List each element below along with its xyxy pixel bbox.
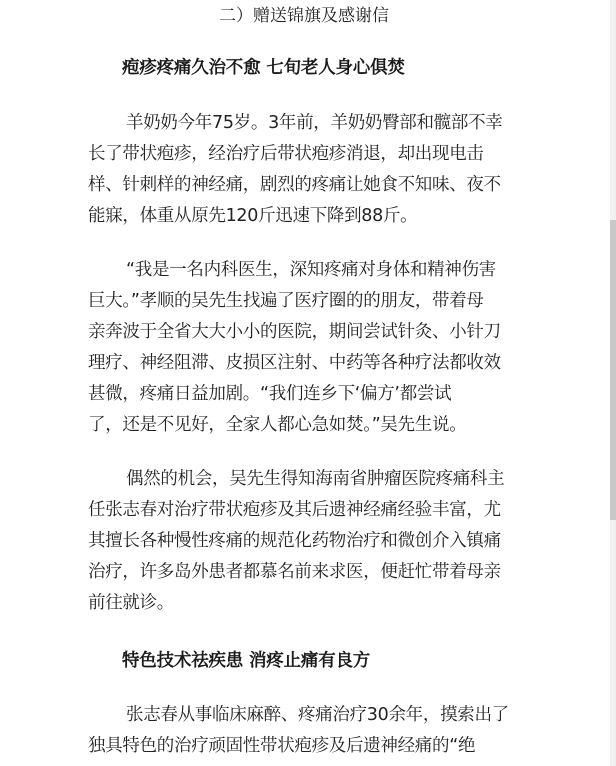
article-heading-1: 疱疹疼痛久治不愈 七旬老人身心俱焚 [122,58,405,78]
paragraph-line: 前往就诊。 [88,593,174,613]
paragraph-line: 甚微，疼痛日益加剧。“我们连乡下‘偏方’都尝试 [88,384,452,404]
section-title: 二）赠送锦旗及感谢信 [219,6,389,26]
scrollbar-thumb[interactable] [610,220,616,520]
paragraph-line: 其擅长各种慢性疼痛的规范化药物治疗和微创介入镇痛 [88,531,501,551]
vertical-scrollbar[interactable] [610,0,616,766]
paragraph-line: 理疗、神经阻滞、皮损区注射、中药等各种疗法都收效 [88,353,501,373]
article-heading-2: 特色技术祛疾患 消疼止痛有良方 [122,651,371,671]
paragraph-line: 亲奔波于全省大大小小的医院，期间尝试针灸、小针刀 [88,322,501,342]
paragraph-line: 样、针刺样的神经痛，剧烈的疼痛让她食不知味、夜不 [88,175,501,195]
paragraph-line: 巨大。”孝顺的吴先生找遍了医疗圈的的朋友，带着母 [88,291,484,311]
paragraph-line: 了，还是不见好，全家人都心急如焚。”吴先生说。 [88,415,467,435]
paragraph-line: 治疗，许多岛外患者都慕名前来求医，便赶忙带着母亲 [88,562,501,582]
paragraph-line: 偶然的机会，吴先生得知海南省肿瘤医院疼痛科主 [126,469,505,489]
paragraph-line: 任张志春对治疗带状疱疹及其后遗神经痛经验丰富，尤 [88,500,501,520]
paragraph-line: “我是一名内科医生，深知疼痛对身体和精神伤害 [126,260,496,280]
paragraph-line: 羊奶奶今年75岁。3年前，羊奶奶臀部和髋部不幸 [126,113,503,133]
paragraph-line: 能寐，体重从原先120斤迅速下降到88斤。 [88,206,418,226]
paragraph-line: 长了带状疱疹，经治疗后带状疱疹消退，却出现电击 [88,144,484,164]
paragraph-line: 独具特色的治疗顽固性带状疱疹及后遗神经痛的“绝 [88,736,476,756]
paragraph-line: 张志春从事临床麻醉、疼痛治疗30余年，摸索出了 [126,705,509,725]
